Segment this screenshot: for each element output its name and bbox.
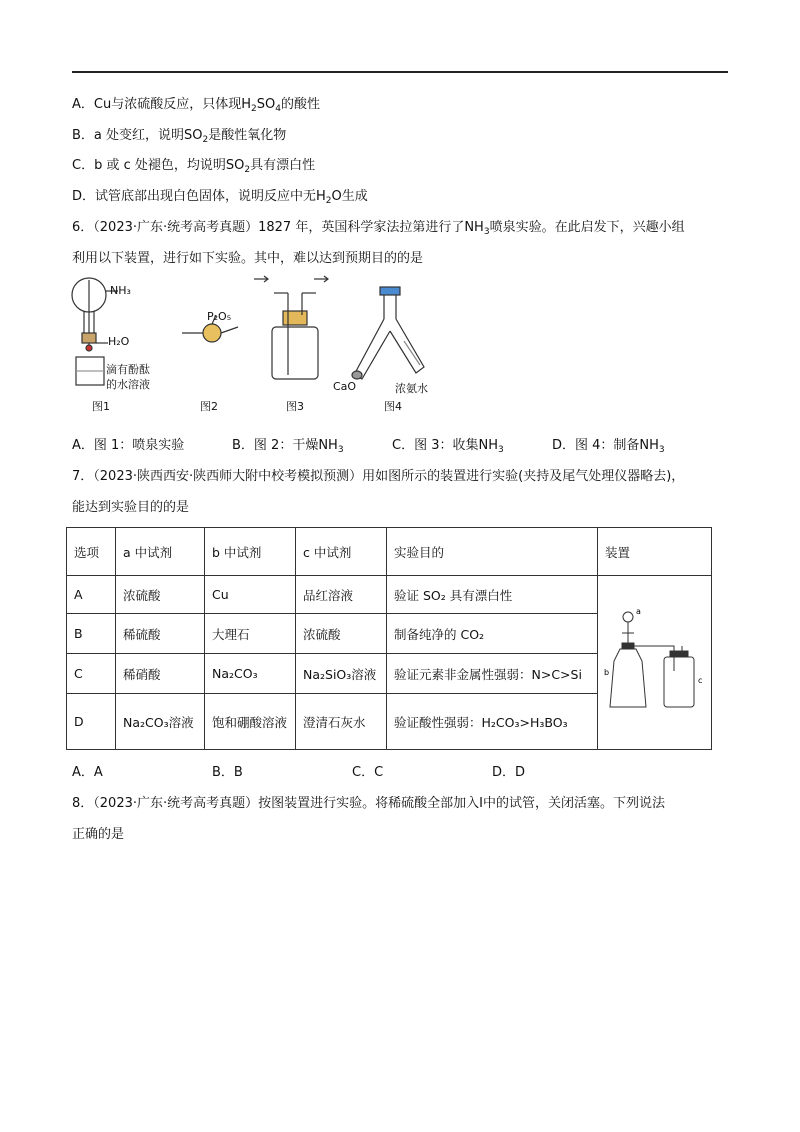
apparatus-label-c: c: [698, 676, 703, 685]
q8-stem-line2: 正确的是: [72, 827, 125, 842]
header-apparatus: 装置: [598, 528, 712, 576]
header-a: a 中试剂: [116, 528, 205, 576]
cell: Na₂CO₃: [205, 654, 296, 694]
cell: 验证酸性强弱：H₂CO₃>H₃BO₃: [387, 694, 598, 750]
cell: A: [67, 576, 116, 614]
header-c: c 中试剂: [296, 528, 387, 576]
apparatus-diagram: [598, 591, 708, 731]
figure-4-label: 图4: [384, 400, 402, 413]
q7-option-c: C．C: [352, 765, 384, 780]
cell: Na₂SiO₃溶液: [296, 654, 387, 694]
q5-option-a: A．Cu与浓硫酸反应，只体现$H_2SO_4$的酸性: [72, 97, 320, 114]
cell: 验证 SO₂ 具有漂白性: [387, 576, 598, 614]
q7-option-a: A．A: [72, 765, 103, 780]
q6-option-d: D．图 4：制备$NH_3$: [552, 438, 665, 455]
label-phenolphthalein-1: 滴有酚酞: [106, 363, 150, 376]
figure-3-gas-bottle: [254, 276, 328, 379]
q7-stem-line2: 能达到实验目的的是: [72, 500, 190, 515]
q7-option-d: D．D: [492, 765, 526, 780]
table-row: [67, 576, 712, 614]
label-ammonia: 浓氨水: [395, 382, 428, 395]
cell: D: [67, 694, 116, 750]
label-phenolphthalein-2: 的水溶液: [106, 378, 150, 391]
cell: 稀硝酸: [116, 654, 205, 694]
cell: B: [67, 614, 116, 654]
bottle-c: [664, 657, 694, 707]
q6-option-a: A．图 1：喷泉实验: [72, 438, 185, 453]
figure-2-label: 图2: [200, 400, 218, 413]
figure-1-label: 图1: [92, 400, 110, 413]
label-p2o5: P₂O₅: [207, 310, 232, 323]
q6-stem-line1: 6．（2023·广东·统考高考真题）1827 年，英国科学家法拉第进行了$NH_3$喷泉实验。在此启发下，兴趣小组: [72, 220, 685, 237]
cell: 验证元素非金属性强弱：N>C>Si: [387, 654, 598, 694]
q6-option-b: B．图 2：干燥$NH_3$: [232, 438, 344, 455]
header-purpose: 实验目的: [387, 528, 598, 576]
flask-b: [610, 649, 646, 707]
figure-4-y-tube: [352, 287, 424, 379]
apparatus-cell: [598, 576, 712, 750]
label-h2o: H₂O: [108, 335, 130, 348]
cell: 品红溶液: [296, 576, 387, 614]
q8-stem-line1: 8．（2023·广东·统考高考真题）按图装置进行实验。将稀硫酸全部加入Ⅰ中的试管，关闭活塞。下列说法: [72, 796, 665, 811]
q6-stem-line2: 利用以下装置，进行如下实验。其中，难以达到预期目的的是: [72, 251, 424, 266]
cell: C: [67, 654, 116, 694]
label-cao: CaO: [333, 380, 357, 393]
apparatus-label-b: b: [604, 668, 610, 677]
table-header-row: [67, 528, 712, 576]
cell: 饱和硼酸溶液: [205, 694, 296, 750]
apparatus-label-a: a: [636, 607, 641, 616]
cell: 制备纯净的 CO₂: [387, 614, 598, 654]
header-option: 选项: [67, 528, 116, 576]
header-b: b 中试剂: [205, 528, 296, 576]
q7-option-b: B．B: [212, 765, 243, 780]
label-nh3: NH₃: [110, 284, 131, 297]
cell: 澄清石灰水: [296, 694, 387, 750]
q5-option-b: B．a 处变红，说明$SO_2$是酸性氧化物: [72, 128, 287, 145]
q5-option-d: D．试管底部出现白色固体，说明反应中无$H_2O$生成: [72, 189, 368, 206]
cell: Cu: [205, 576, 296, 614]
figure-3-label: 图3: [286, 400, 304, 413]
cell: 大理石: [205, 614, 296, 654]
q7-stem-line1: 7．（2023·陕西西安·陕西师大附中校考模拟预测）用如图所示的装置进行实验(夹持及尾气处理仪器略去)，: [72, 469, 685, 484]
cell: 浓硫酸: [116, 576, 205, 614]
cell: Na₂CO₃溶液: [116, 694, 205, 750]
funnel-bulb: [623, 612, 633, 622]
q7-table: [66, 527, 712, 750]
cell: 稀硫酸: [116, 614, 205, 654]
cell: 浓硫酸: [296, 614, 387, 654]
header-rule: [72, 71, 728, 73]
q6-option-c: C．图 3：收集$NH_3$: [392, 438, 504, 455]
q5-option-c: C．b 或 c 处褪色，均说明$SO_2$具有漂白性: [72, 158, 316, 175]
